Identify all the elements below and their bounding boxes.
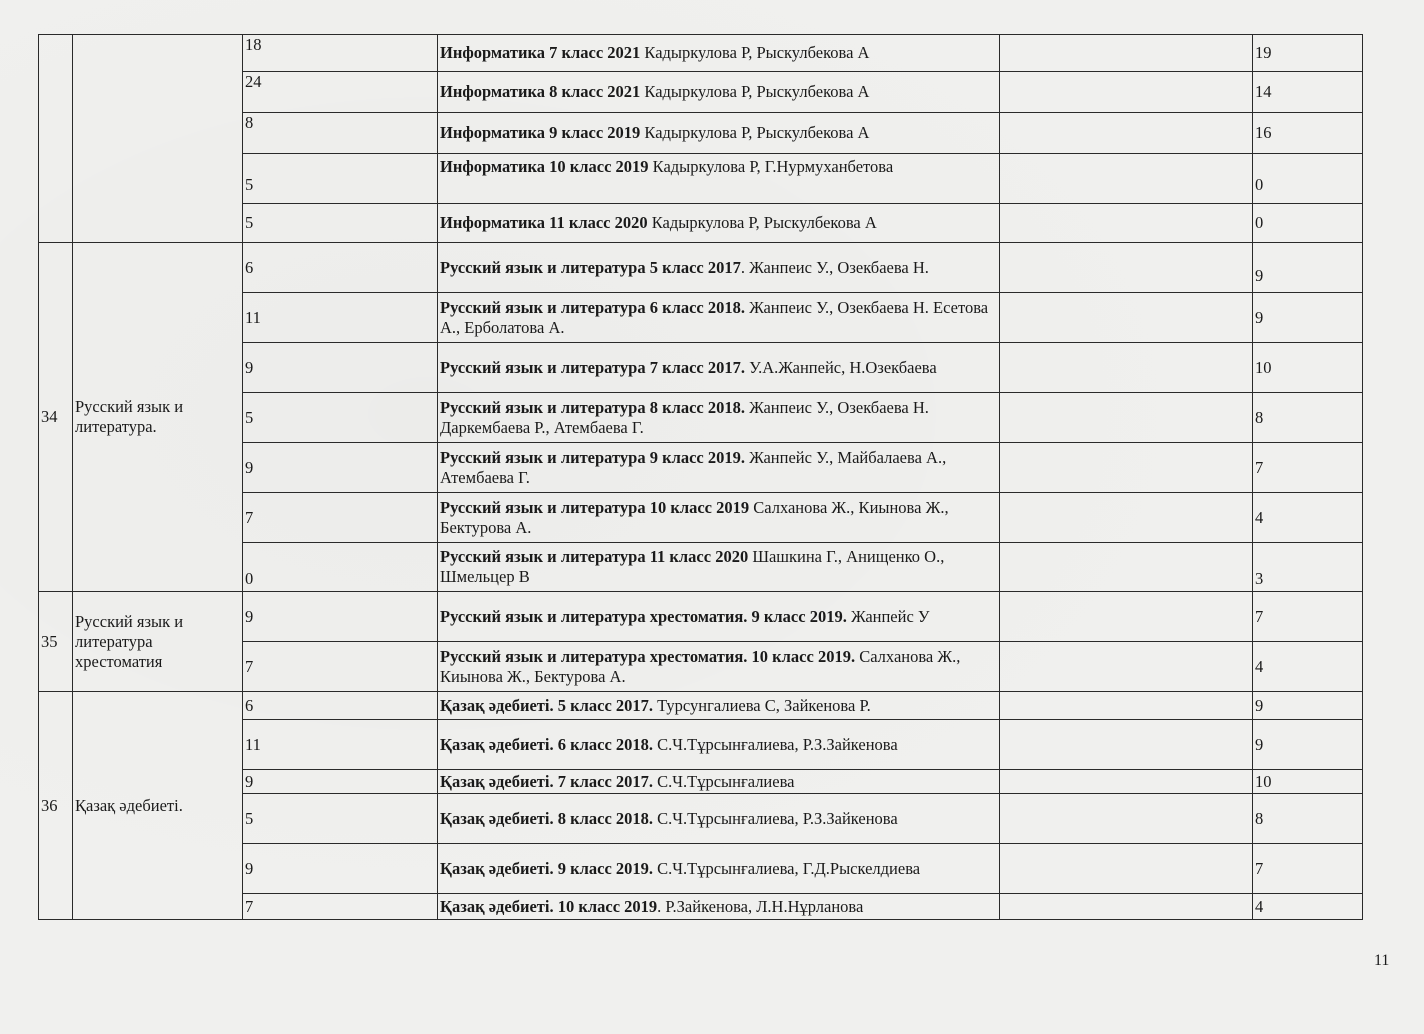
book-cell [438,642,1000,692]
book-cell [438,243,1000,293]
table-row [39,592,1363,642]
extra-cell [1000,592,1253,642]
book-cell [438,393,1000,443]
count-cell: 7 [243,493,438,543]
quantity-cell: 4 [1253,894,1363,920]
extra-cell [1000,794,1253,844]
book-cell [438,770,1000,794]
extra-cell [1000,393,1253,443]
quantity-cell: 0 [1253,204,1363,243]
book-authors: Шашкина Г., Анищенко О., Шмельцер В [440,547,945,586]
book-authors: Кадыркулова Р, Рыскулбекова А [640,43,870,62]
extra-cell [1000,35,1253,72]
quantity-cell: 16 [1253,113,1363,154]
book-title: Русский язык и литература 6 класс 2018. [440,297,745,317]
book-authors: Салханова Ж., Киынова Ж., Бектурова А. [440,646,961,686]
count-cell: 6 [243,692,438,720]
quantity-cell: 0 [1253,154,1363,204]
book-cell [438,443,1000,493]
book-authors: . Жанпеис У., Озекбаева Н. [740,257,929,277]
extra-cell [1000,443,1253,493]
book-authors: С.Ч.Тұрсынғалиева [653,771,795,791]
book-authors: . Р.Зайкенова, Л.Н.Нұрланова [657,896,864,916]
quantity-cell: 9 [1253,720,1363,770]
book-title: Информатика 11 класс 2020 [440,213,648,232]
extra-cell [1000,204,1253,243]
count-cell: 7 [243,894,438,920]
row-number: 35 [39,592,73,692]
book-title: Қазақ әдебиеті. 6 класс 2018. [440,734,654,754]
count-cell: 9 [243,770,438,794]
quantity-cell: 14 [1253,72,1363,113]
quantity-cell: 4 [1253,493,1363,543]
book-authors: Жанпейс У [846,606,930,626]
book-cell [438,794,1000,844]
book-authors: У.А.Жанпейс, Н.Озекбаева [744,357,937,377]
book-authors: Турсунгалиева С, Зайкенова Р. [653,695,871,715]
book-cell [438,543,1000,592]
count-cell: 9 [243,343,438,393]
extra-cell [1000,642,1253,692]
book-cell [438,692,1000,720]
extra-cell [1000,154,1253,204]
count-cell: 11 [243,720,438,770]
extra-cell [1000,493,1253,543]
book-title: Русский язык и литература 10 класс 2019 [440,497,750,517]
book-title: Русский язык и литература 11 класс 2020 [440,547,749,566]
book-cell [438,493,1000,543]
extra-cell [1000,844,1253,894]
extra-cell [1000,692,1253,720]
book-authors: Жанпеис У., Озекбаева Н. Даркембаева Р., Атембаева Г. [440,397,929,437]
book-authors: Салханова Ж., Киынова Ж., Бектурова А. [440,497,949,537]
subject-name: Русский язык и литература. [73,243,243,592]
book-title: Русский язык и литература хрестоматия. 10 класс 2019. [440,646,856,666]
book-title: Русский язык и литература 7 класс 2017. [440,357,745,377]
subject-name [73,35,243,243]
count-cell: 11 [243,293,438,343]
count-cell: 9 [243,443,438,493]
book-authors: С.Ч.Тұрсынғалиева, Г.Д.Рыскелдиева [653,858,921,878]
book-cell [438,154,1000,204]
count-cell: 6 [243,243,438,293]
count-cell: 5 [243,794,438,844]
book-authors: Кадыркулова Р, Рыскулбекова А [640,123,870,142]
count-cell: 5 [243,393,438,443]
extra-cell [1000,770,1253,794]
quantity-cell: 10 [1253,343,1363,393]
quantity-cell: 9 [1253,293,1363,343]
extra-cell [1000,894,1253,920]
count-cell: 9 [243,592,438,642]
book-cell [438,72,1000,113]
quantity-cell: 7 [1253,844,1363,894]
count-cell: 8 [243,113,438,154]
count-cell: 5 [243,154,438,204]
book-cell [438,204,1000,243]
page-number: 11 [1374,952,1390,969]
quantity-cell: 7 [1253,443,1363,493]
count-cell: 7 [243,642,438,692]
quantity-cell: 3 [1253,543,1363,592]
book-authors: Кадыркулова Р, Рыскулбекова А [647,213,877,232]
quantity-cell: 9 [1253,243,1363,293]
extra-cell [1000,293,1253,343]
extra-cell [1000,543,1253,592]
quantity-cell: 19 [1253,35,1363,72]
subject-name: Қазақ әдебиеті. [73,692,243,920]
book-title: Русский язык и литература 8 класс 2018. [440,397,745,417]
quantity-cell: 9 [1253,692,1363,720]
quantity-cell: 7 [1253,592,1363,642]
book-title: Информатика 7 класс 2021 [440,43,641,62]
subject-name: Русский язык и литература хрестоматия [73,592,243,692]
book-authors: С.Ч.Тұрсынғалиева, Р.З.Зайкенова [653,734,898,754]
book-title: Информатика 8 класс 2021 [440,82,641,101]
extra-cell [1000,243,1253,293]
table-row [39,243,1363,293]
book-title: Русский язык и литература хрестоматия. 9 класс 2019. [440,606,847,626]
quantity-cell: 8 [1253,794,1363,844]
count-cell: 24 [243,72,438,113]
extra-cell [1000,113,1253,154]
extra-cell [1000,720,1253,770]
book-title: Қазақ әдебиеті. 9 класс 2019. [440,858,654,878]
book-authors: С.Ч.Тұрсынғалиева, Р.З.Зайкенова [653,808,898,828]
book-title: Қазақ әдебиеті. 8 класс 2018. [440,808,654,828]
count-cell: 5 [243,204,438,243]
count-cell: 18 [243,35,438,72]
book-title: Қазақ әдебиеті. 10 класс 2019 [440,896,658,916]
book-title: Информатика 10 класс 2019 [440,157,649,176]
table-row [39,692,1363,720]
book-title: Информатика 9 класс 2019 [440,123,641,142]
book-cell [438,894,1000,920]
row-number: 34 [39,243,73,592]
quantity-cell: 10 [1253,770,1363,794]
book-cell [438,592,1000,642]
extra-cell [1000,343,1253,393]
quantity-cell: 8 [1253,393,1363,443]
book-authors: Жанпейс У., Майбалаева А., Атембаева Г. [440,447,947,487]
book-authors: Кадыркулова Р, Рыскулбекова А [640,82,870,101]
row-number [39,35,73,243]
book-authors: Кадыркулова Р, Г.Нурмуханбетова [648,157,894,176]
row-number: 36 [39,692,73,920]
book-title: Қазақ әдебиеті. 5 класс 2017. [440,695,654,715]
book-cell [438,35,1000,72]
book-cell [438,844,1000,894]
quantity-cell: 4 [1253,642,1363,692]
book-title: Русский язык и литература 9 класс 2019. [440,447,745,467]
book-cell [438,113,1000,154]
book-authors: Жанпеис У., Озекбаева Н. Есетова А., Ерболатова А. [440,297,989,337]
book-cell [438,720,1000,770]
book-cell [438,343,1000,393]
count-cell: 0 [243,543,438,592]
book-title: Қазақ әдебиеті. 7 класс 2017. [440,771,654,791]
extra-cell [1000,72,1253,113]
book-cell [438,293,1000,343]
table-row [39,35,1363,72]
book-title: Русский язык и литература 5 класс 2017 [440,257,741,277]
count-cell: 9 [243,844,438,894]
textbook-table [38,34,1363,920]
